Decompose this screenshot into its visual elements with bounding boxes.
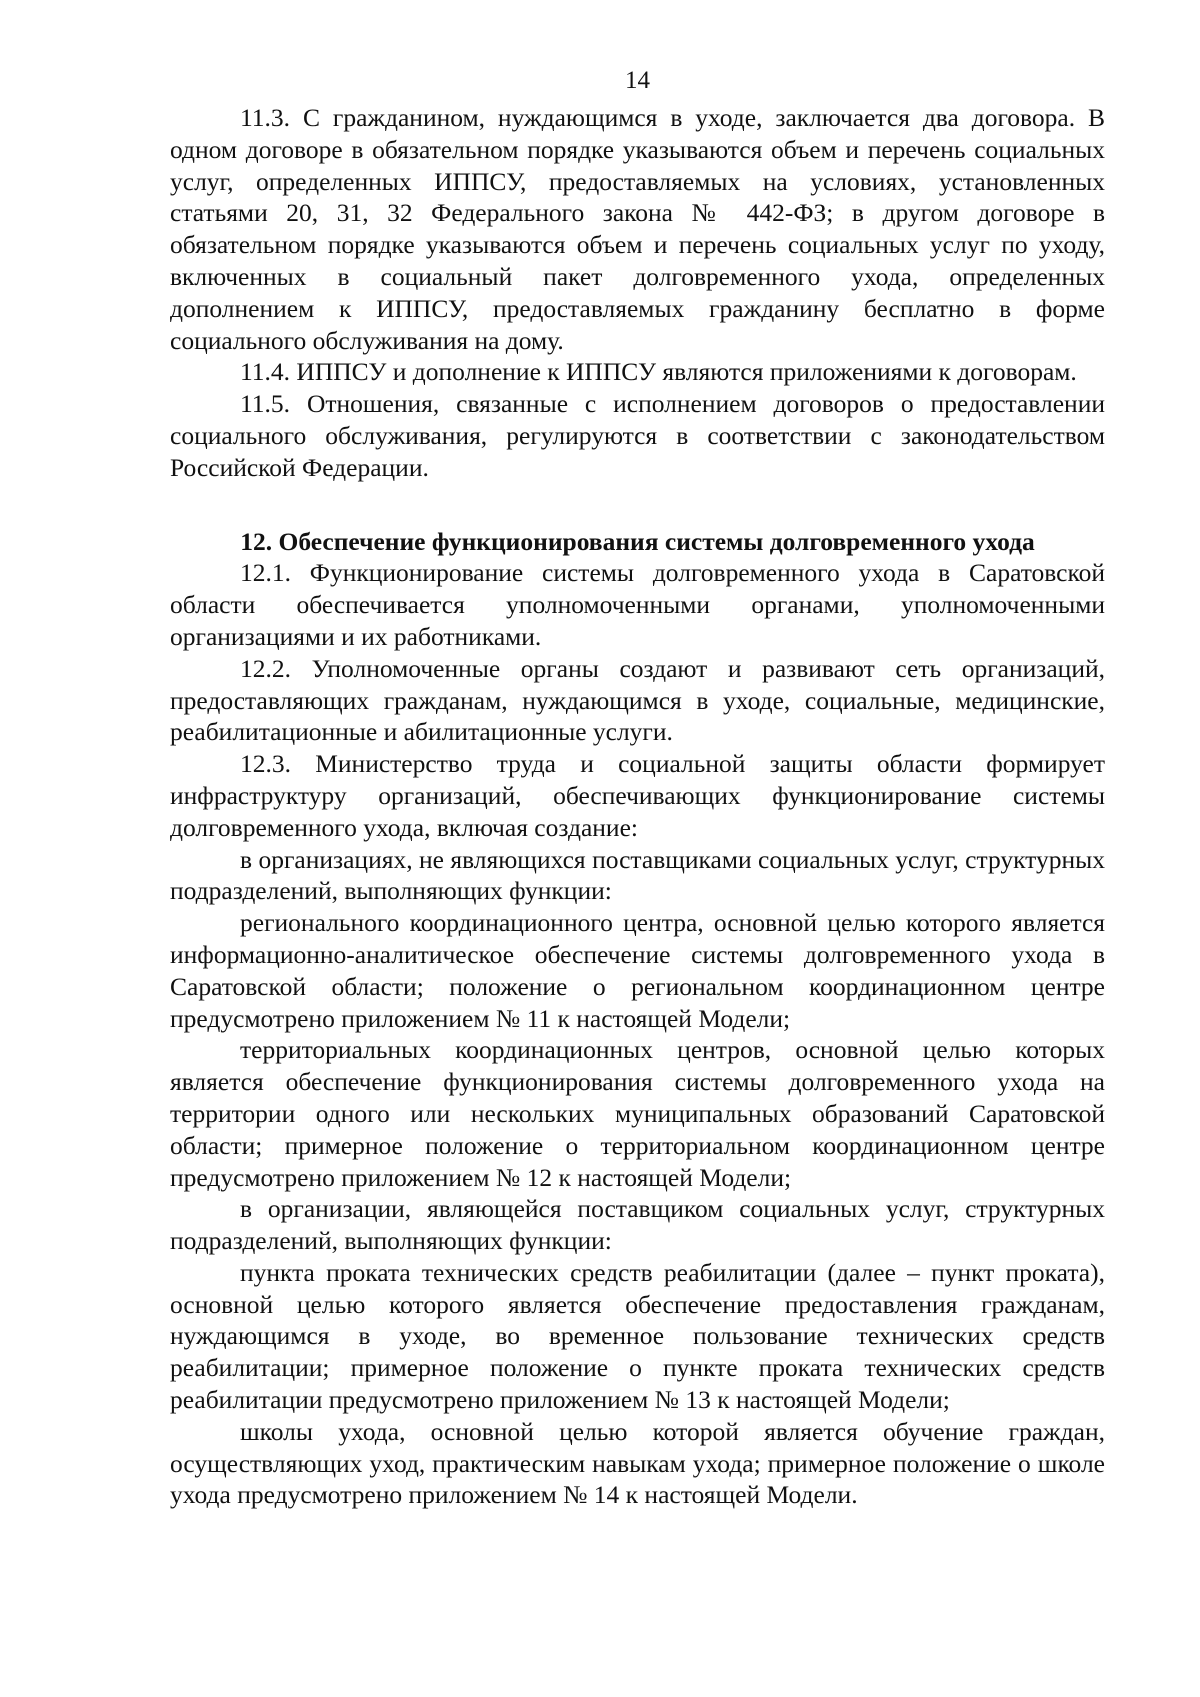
page-number: 14: [625, 67, 650, 94]
paragraph-regional-center: регионального координационного центра, основной целью которого является информационно-аналитическое обеспечение системы долговременного ухода в Саратовской области; положение о региональном координационном центре предусмотрено приложением № 11 к настоящей Модели;: [170, 908, 1105, 1033]
paragraph-non-provider-orgs: в организациях, не являющихся поставщиками социальных услуг, структурных подразделений, выполняющих функции:: [170, 844, 1105, 906]
paragraph-12-2: 12.2. Уполномоченные органы создают и развивают сеть организаций, предоставляющих гражданам, нуждающимся в уходе, социальные, медицинские, реабилитационные и абилитационные услуги.: [170, 653, 1105, 747]
paragraph-12-1: 12.1. Функционирование системы долговременного ухода в Саратовской области обеспечивается уполномоченными органами, уполномоченными организациями и их работниками.: [170, 558, 1105, 651]
paragraph-rental-point: пункта проката технических средств реабилитации (далее – пункт проката), основной целью которого является обеспечение предоставления гражданам, нуждающимся в уходе, во временное пользование технических средств реабилитации; примерное положение о пункте проката технических средств реабилитации предусмотрено приложением № 13 к настоящей Модели;: [170, 1257, 1105, 1415]
paragraph-provider-org: в организации, являющейся поставщиком социальных услуг, структурных подразделений, выполняющих функции:: [170, 1194, 1105, 1256]
paragraph-territorial-centers: территориальных координационных центров, основной целью которых является обеспечение функционирования системы долговременного ухода на территории одного или нескольких муниципальных образований Саратовской области; примерное положение о территориальном координационном центре предусмотрено приложением № 12 к настоящей Модели;: [170, 1035, 1105, 1192]
paragraph-12-3: 12.3. Министерство труда и социальной защиты области формирует инфраструктуру организаций, обеспечивающих функционирование системы долговременного ухода, включая создание:: [170, 749, 1105, 842]
paragraph-11-5: 11.5. Отношения, связанные с исполнением договоров о предоставлении социального обслуживания, регулируются в соответствии с законодательством Российской Федерации.: [170, 389, 1105, 482]
paragraph-11-4: 11.4. ИППСУ и дополнение к ИППСУ являются приложениями к договорам.: [240, 357, 1077, 387]
section-heading: 12. Обеспечение функционирования системы долговременного ухода: [240, 526, 1035, 556]
paragraph-11-3: 11.3. С гражданином, нуждающимся в уходе, заключается два договора. В одном договоре в обязательном порядке указываются объем и перечень социальных услуг, определенных ИППСУ, предоставляемых на условиях, установленных статьями 20, 31, 32 Федерального закона № 442-ФЗ; в другом договоре в обязательном порядке указываются объем и перечень социальных услуг по уходу, включенных в социальный пакет долговременного ухода, определенных дополнением к ИППСУ, предоставляемых гражданину бесплатно в форме социального обслуживания на дому.: [170, 103, 1105, 355]
paragraph-care-school: школы ухода, основной целью которой является обучение граждан, осуществляющих уход, практическим навыкам ухода; примерное положение о школе ухода предусмотрено приложением № 14 к настоящей Модели.: [170, 1416, 1105, 1510]
